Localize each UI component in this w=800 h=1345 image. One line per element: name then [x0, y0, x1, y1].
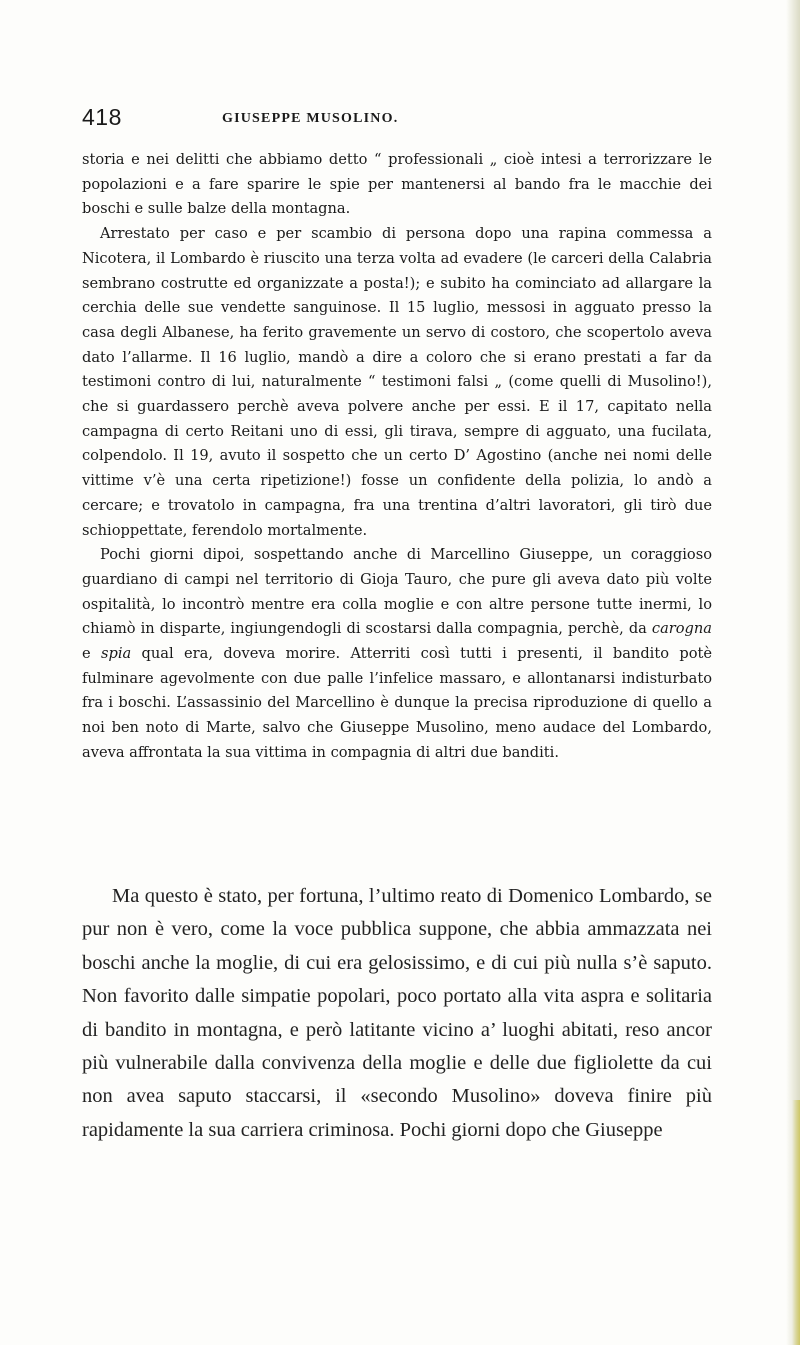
paragraph-2: Arrestato per caso e per scambio di persona dopo una rapina commessa a Nicotera, il Lombardo è riuscito una terza volta ad evadere (le carceri della Calabria sembrano costrutte ed organizzate a posta!); e subito ha cominciato ad allargare la cerchia delle sue vendette sanguinose. Il 15 luglio, messosi in agguato presso la casa degli Albanese, ha ferito gravemente un servo di costoro, che scopertolo aveva dato l’allarme. Il 16 luglio, mandò a dire a coloro che si erano prestati a far da testimoni contro di lui, naturalmente “ testimoni falsi „ (come quelli di Musolino!), che si guardassero perchè aveva polvere anche per essi. E il 17, capitato nella campagna di certo Reitani uno di essi, gli tirava, sempre di agguato, una fucilata, colpendolo. Il 19, avuto il sospetto che un certo D’ Agostino (anche nei nomi delle vittime v’è una certa ripetizione!) fosse un confidente della polizia, lo andò a cercare; e trovatolo in campagna, fra una trentina d’altri lavoratori, gli tirò due schioppettate, ferendolo mortalmente. — [82, 225, 712, 539]
small-print-text — [82, 148, 712, 766]
page-number: 418 — [82, 104, 122, 130]
paragraph-3-part-2: e — [82, 645, 101, 663]
emphasis-carogna: carogna — [651, 620, 712, 638]
page-header — [82, 104, 712, 134]
emphasis-spia: spia — [101, 645, 132, 663]
paragraph-3-part-1: Pochi giorni dipoi, sospettando anche di Marcellino Giuseppe, un coraggioso guardiano di campi nel territorio di Gioja Tauro, che pure gli aveva dato più volte ospitalità, lo incontrò mentre era colla moglie e con altre persone tutte inermi, lo chiamò in disparte, ingiungendogli di scostarsi dalla compagnia, perchè, da — [82, 546, 712, 638]
paragraph-1: storia e nei delitti che abbiamo detto “ professionali „ cioè intesi a terrorizzare le popolazioni e a fare sparire le spie per mantenersi al bando fra le macchie dei boschi e sulle balze della montagna. — [82, 151, 712, 218]
running-head: GIUSEPPE MUSOLINO. — [222, 111, 399, 126]
paragraph-3-part-3: qual era, doveva morire. Atterriti così tutti i presenti, il bandito potè fulminare agevolmente con due palle l’infelice massaro, e allontanarsi indisturbato fra i boschi. L’assassinio del Marcellino è dunque la precisa riproduzione di quello a noi ben noto di Marte, salvo che Giuseppe Musolino, meno audace del Lombardo, aveva affrontata la sua vittima in compagnia di altri due banditi. — [82, 645, 712, 761]
large-print-text — [82, 880, 712, 1147]
paragraph-4: Ma questo è stato, per fortuna, l’ultimo reato di Domenico Lombardo, se pur non è vero, come la voce pubblica suppone, che abbia ammazzata nei boschi anche la moglie, di cui era gelosissimo, e di cui più nulla s’è saputo. Non favorito dalle simpatie popolari, poco portato alla vita aspra e solitaria di bandito in montagna, e però latitante vicino a’ luoghi abitati, reso ancor più vulnerabile dalla convivenza della moglie e delle due figliolette da cui non avea saputo staccarsi, il «secondo Musolino» doveva finire più rapidamente la sua carriera criminosa. Pochi giorni dopo che Giuseppe — [82, 885, 712, 1141]
page-edge-stain — [792, 1100, 800, 1345]
paragraph-3 — [82, 543, 712, 765]
